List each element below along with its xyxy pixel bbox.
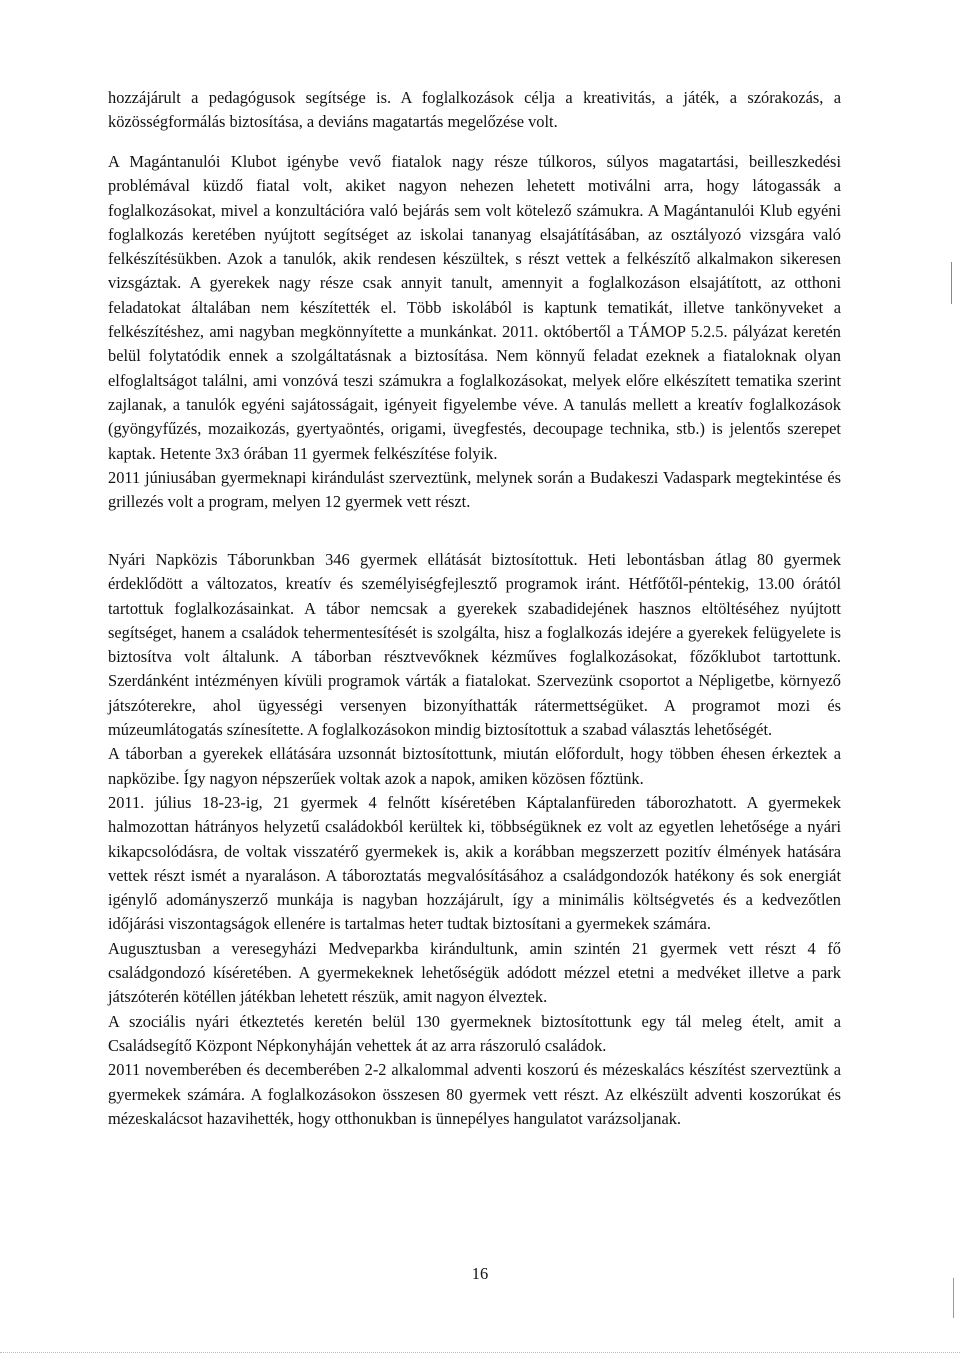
page-number: 16	[471, 1264, 489, 1283]
scan-edge-mark	[953, 1278, 960, 1318]
paragraph-intro-continuation: hozzájárult a pedagógusok segítsége is. A foglalkozások célja a kreativitás, a játék, a szórakozás, a közösségformálás biztosítása, a deviáns magatartás megelőzése volt.	[108, 88, 841, 132]
scan-edge-mark	[951, 262, 960, 304]
paragraph-nyari-napkozis-tabor: Nyári Napközis Táborunkban 346 gyermek ellátását biztosítottuk. Heti lebontásban átlag 80 gyermek érdeklődött a változatos, kreatív és személyiségfejlesztő programok iránt. Hétfőtől-péntekig, 13.00 órától tartottuk foglalkozásainkat. A tábor nemcsak a gyerekek szabadidejének hasznos eltöltéséhez nyújtott segítséget, hanem a családok tehermentesítését is szolgálta, hisz a foglalkozás idejére a gyerekek felügyelete is biztosítva volt általunk. A táborban résztvevőknek kézműves foglalkozásokat, főzőklubot tartottunk. Szerdánként intézményen kívüli programok várták a fiatalokat. Szervezünk csoportot a Népligetbe, környező játszóterekre, ahol ügyességi versenyen bizonyíthatták rátermettségüket. A programot mozi és múzeumlátogatás színesítette. A foglalkozásokon mindig biztosítottuk a szabad választás lehetőségét. A táborban a gyerekek ellátására uzsonnát biztosítottunk, miután előfordult, hogy többen éhesen érkeztek a napközibe. Így nagyon népszerűek voltak azok a napok, amiken közösen főztünk. 2011. július 18-23-ig, 21 gyermek 4 felnőtt kíséretében Káptalanfüreden táborozhatott. A gyermekek halmozottan hátrányos helyzetű családokból kerültek ki, többségüknek ez volt az egyetlen lehetősége a nyári kikapcsolódásra, de voltak visszatérő gyermekek is, akik a korábban megszerzett pozitív élmények hatására vettek részt ismét a nyaraláson. A táboroztatás megvalósításához a családgondozók hatékony és sok energiát igénylő adományszerző munkája is nagyban hozzájárult, így a minimális költségvetés és a kedvezőtlen időjárási viszontagságok ellenére is tartalmas heteт tudtak biztosítani a gyermekek számára. Augusztusban a veresegyházi Medveparkba kirándultunk, amin szintén 21 gyermek vett részt 4 fő családgondozó kíséretében. A gyermekeknek lehetőségük adódott mézzel etetni a medvéket illetve a park játszóterén kötéllen játékban lehetett részük, amit nagyon élveztek. A szociális nyári étkeztetés keretén belül 130 gyermeknek biztosítottunk egy tál meleg ételt, amit a Családsegítő Központ Népkonyháján vehettek át az arra rászoruló családok. 2011 novemberében és decemberében 2-2 alkalommal adventi koszorú és mézeskalács készítést szerveztünk a gyermekek számára. A foglalkozásokon összesen 80 gyermek vett részt. Az elkészült adventi koszorúkat és mézeskalácsot hazavihették, hogy otthonukban is ünnepélyes hangulatot varázsoljanak.	[108, 550, 841, 1128]
scan-artifact-line	[0, 1352, 960, 1353]
paragraph-magantanuloi-klub: A Magántanulói Klubot igénybe vevő fiatalok nagy része túlkoros, súlyos magatartási, beilleszkedési problémával küzdő fiatal volt, akiket nagyon nehezen lehetett motiválni arra, hogy látogassák a foglalkozásokat, mivel a konzultációra való bejárás sem volt kötelező számukra. A Magántanulói Klub egyéni foglalkozás keretében nyújtott segítséget az iskolai tananyag elsajátításában, az osztályozó vizsgára való felkészítésükben. Azok a tanulók, akik rendesen készültek, s részt vettek a felkészítő alkalmakon sikeresen vizsgáztak. A gyerekek nagy része csak annyit tanult, amennyit a foglalkozáson elsajátított, az otthoni feladatokat általában nem készítették el. Több iskolából is kaptunk tematikát, illetve tankönyveket a felkészítéshez, ami nagyban megkönnyítette a munkánkat. 2011. októbertől a TÁMOP 5.2.5. pályázat keretén belül folytatódik ennek a szolgáltatásnak a biztosítása. Nem könnyű feladat ezeknek a fiataloknak olyan elfoglaltságot találni, ami vonzóvá teszi számukra a foglalkozásokat, melyek előre elkészített tematika szerint zajlanak, a tanulók egyéni sajátosságait, igényeit figyelembe véve. A tanulás mellett a kreatív foglalkozások (gyöngyfűzés, mozaikozás, gyertyaöntés, origami, üvegfestés, decoupage technika, stb.) is jelentős szerepet kaptak. Hetente 3x3 órában 11 gyermek felkészítése folyik. 2011 júniusában gyermeknapi kirándulást szerveztünk, melynek során a Budakeszi Vadaspark megtekintése és grillezés volt a program, melyen 12 gyermek vett részt.	[108, 152, 841, 512]
